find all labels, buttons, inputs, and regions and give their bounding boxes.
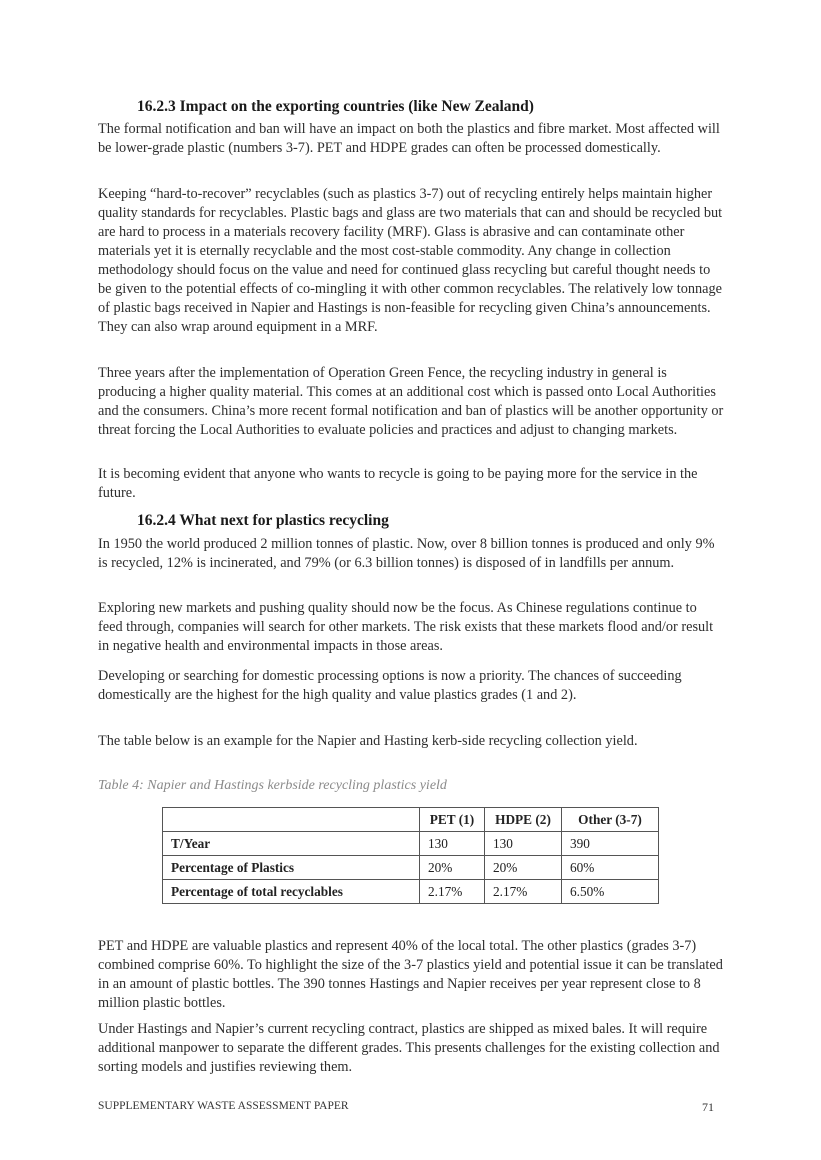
paragraph: It is becoming evident that anyone who wants to recycle is going to be paying more for the service in the future. — [98, 466, 698, 501]
paragraph: Exploring new markets and pushing quality should now be the focus. As Chinese regulations continue to feed through, companies will search for other markets. The risk exists that these markets flood and/or result in negative health and environmental impacts in those areas. — [98, 600, 714, 654]
header-cell: PET (1) — [420, 808, 485, 832]
row-label: Percentage of Plastics — [163, 856, 420, 880]
page-number: 71 — [702, 1100, 714, 1114]
paragraph: The formal notification and ban will have an impact on both the plastics and fibre market. Most affected will be lower-grade plastic (numbers 3-7). PET and HDPE grades can often be processed domestically. — [98, 121, 720, 156]
paragraph: Keeping “hard-to-recover” recyclables (such as plastics 3-7) out of recycling entirely helps maintain higher quality standards for recyclables. Plastic bags and glass are two materials that can and should be recycled but are hard to process in a materials recovery facility (MRF). Glass is abrasive and can contaminate other materials yet it is eternally recyclable and the most cost-stable commodity. Any change in collection methodology should focus on the value and need for continued glass recycling but careful thought needs to be given to the potential effects of co-mingling it with other common recyclables. The relatively low tonnage of plastic bags received in Napier and Hastings is non-feasible for recycling given China’s announcements. They can also wrap around equipment in a MRF. — [98, 186, 723, 335]
table-row — [163, 832, 659, 856]
table-cell: 60% — [562, 856, 659, 880]
table-row — [163, 856, 659, 880]
table-header-row — [163, 808, 659, 832]
footer-title: SUPPLEMENTARY WASTE ASSESSMENT PAPER — [98, 1100, 349, 1112]
section-heading-what-next: 16.2.4 What next for plastics recycling — [137, 512, 389, 529]
header-cell — [163, 808, 420, 832]
table-cell: 20% — [485, 856, 562, 880]
row-label: Percentage of total recyclables — [163, 880, 420, 904]
table-caption: Table 4: Napier and Hastings kerbside recycling plastics yield — [98, 778, 447, 793]
table-cell: 2.17% — [420, 880, 485, 904]
paragraph: PET and HDPE are valuable plastics and represent 40% of the local total. The other plastics (grades 3-7) combined comprise 60%. To highlight the size of the 3-7 plastics yield and potential issue it can be translated in an amount of plastic bottles. The 390 tonnes Hastings and Napier receives per year represent close to 8 million plastic bottles. — [98, 938, 723, 1011]
paragraph: In 1950 the world produced 2 million tonnes of plastic. Now, over 8 billion tonnes is produced and only 9% is recycled, 12% is incinerated, and 79% (or 6.3 billion tonnes) is disposed of in landfills per annum. — [98, 536, 715, 571]
table-cell: 2.17% — [485, 880, 562, 904]
row-label: T/Year — [163, 832, 420, 856]
header-cell: HDPE (2) — [485, 808, 562, 832]
section-heading-impact: 16.2.3 Impact on the exporting countries (like New Zealand) — [137, 98, 534, 115]
paragraph: Under Hastings and Napier’s current recycling contract, plastics are shipped as mixed bales. It will require additional manpower to separate the different grades. This presents challenges for the existing collection and sorting models and justifies reviewing them. — [98, 1021, 720, 1075]
header-cell: Other (3-7) — [562, 808, 659, 832]
table-cell: 130 — [420, 832, 485, 856]
plastics-yield-table — [162, 807, 659, 904]
table-cell: 6.50% — [562, 880, 659, 904]
table-cell: 130 — [485, 832, 562, 856]
paragraph: Three years after the implementation of Operation Green Fence, the recycling industry in general is producing a higher quality material. This comes at an additional cost which is passed onto Local Authorities and the consumers. China’s more recent formal notification and ban of plastics will be another opportunity or threat forcing the Local Authorities to evaluate policies and practices and adjust to changing markets. — [98, 365, 724, 438]
table-cell: 390 — [562, 832, 659, 856]
paragraph: The table below is an example for the Napier and Hasting kerb-side recycling collection yield. — [98, 733, 638, 749]
table-row — [163, 880, 659, 904]
paragraph: Developing or searching for domestic processing options is now a priority. The chances of succeeding domestically are the highest for the high quality and value plastics grades (1 and 2). — [98, 668, 682, 703]
table-cell: 20% — [420, 856, 485, 880]
